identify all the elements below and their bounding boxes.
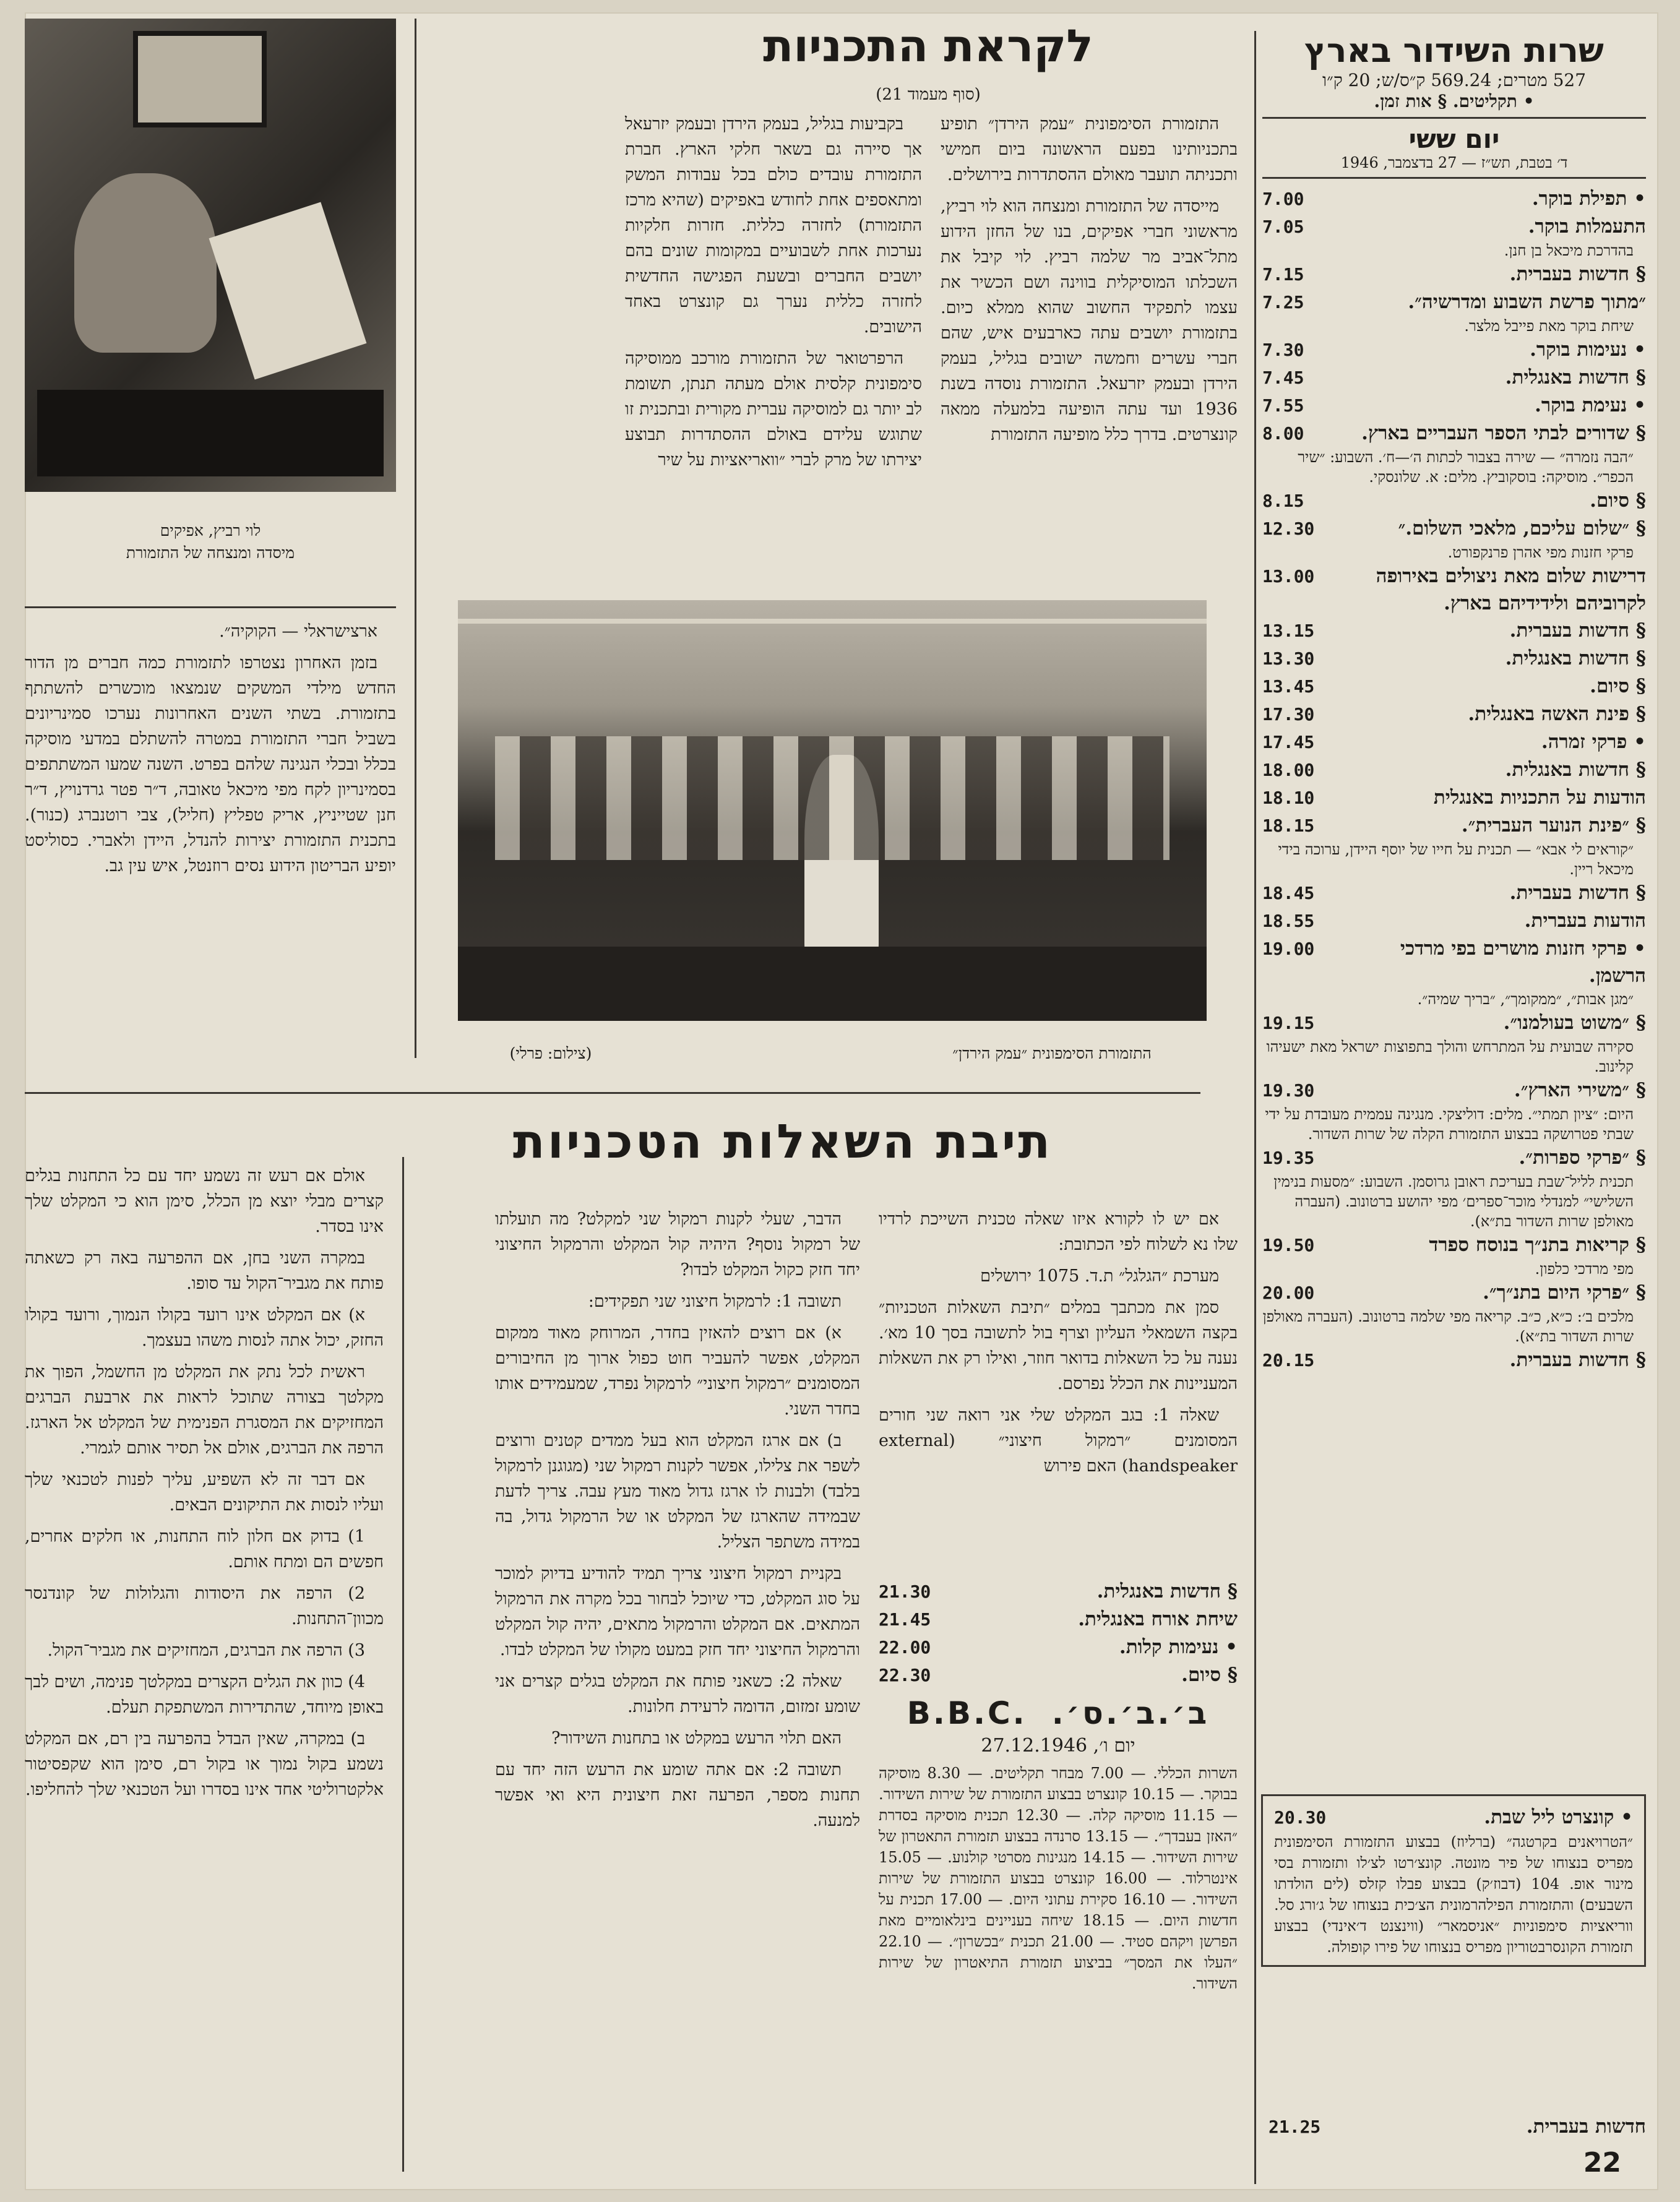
schedule-item-time: 18.10 [1262, 788, 1315, 808]
schedule-item-text: § חדשות באנגלית. [1505, 759, 1646, 781]
qa-paragraph: א) אם רוצים להאזין בחדר, המרוחק מאוד ממקום המקלט, אפשר להעביר חוט כפול ארוך מן החיבורים המסומנים ״רמקול חיצוני״ לרמקול נפרד, שמעמידים אותו בחדר השני. [495, 1323, 860, 1419]
late-schedule [879, 1578, 1238, 1689]
schedule-column [1262, 31, 1646, 1374]
portrait-sheet-music [209, 202, 367, 380]
qa-paragraph: שאלה 2: כשאני פותח את המקלט בגלים קצרים אני שומע זמזום, הדומה לרעידת חלונות. [495, 1672, 860, 1716]
late-item-time: 22.00 [879, 1637, 931, 1658]
qa-paragraph: שאלה 1: בגב המקלט שלי אני רואה שני חורים המסומנים ״רמקול חיצוני״ (external handspeaker) האם פירוש [879, 1406, 1238, 1476]
qa-paragraph: 1) בדוק אם חלון לוח התחנות, או חלקים אחרים, חפשים הם ומתח אותם. [25, 1527, 384, 1572]
schedule-item [1262, 288, 1646, 316]
article-column-3 [25, 619, 396, 885]
schedule-item [1262, 213, 1646, 241]
schedule-item-text: הודעות בעברית. [1524, 910, 1646, 932]
qa-title: תיבת השאלות הטכניות [512, 1114, 1053, 1169]
concert-body: ״הטרויאנים בקרטגה״ (ברליוז) בבצוע התזמורת הסימפונית מפריס בנצוחו של פיר מונטה. קונצ׳רטו לצ׳לו ותזמורת בסי מינור אופ. 104 (דבוז׳ק) בבצוע פבלו קזלס (לים הולדתו השבעים) והתזמורת הפילהרמונית הצ׳כית בנצוחו של ג׳ורג סל. ווריאציות סימפוניות ״אניסמאר״ (ווינצנט ד׳אינדי) בבצוע תזמורת הקונסרבטוריון מפריס בנצוחו של פירו קופולה. [1274, 1833, 1633, 1956]
schedule-item-note: בהדרכת מיכאל בן חנן. [1504, 242, 1634, 259]
qa-paragraph: 4) כוון את הגלים הקצרים במקלטך פנימה, ושים לבך באופן מיוחד, שהתדירות המשתפקת תעלם. [25, 1672, 384, 1717]
schedule-item [1262, 185, 1646, 213]
article-column-2 [625, 111, 922, 479]
late-item-text: • נעימות קלות. [1119, 1636, 1238, 1658]
divider-schedule [1254, 31, 1256, 2184]
article-paragraph: בקביעות בגליל, בעמק הירדן ובעמק יזרעאל אך סיירה גם בשאר חלקי הארץ. חברת התזמורת עובדים כולם בכל עבודות המשק ומתאספים אחת לחודש באפיקים (שהיא מרכז התזמורת) לחזרה כללית. חזרות חלקיות נערכות אחת לשבועיים במקומות שונים בהם יושבים החברים ובשעת הפגישה החדשית לחזרה כללית נערך גם קונצרט באחד הישובים. [625, 114, 922, 337]
concert-title-row [1274, 1804, 1633, 1831]
schedule-item [1262, 645, 1646, 673]
magazine-page [25, 12, 1658, 2190]
bbc-date: יום ו׳, 27.12.1946 [981, 1735, 1135, 1757]
schedule-item [1262, 728, 1646, 756]
portrait-caption-line2: מיסדה ומנצחה של התזמורת [126, 544, 295, 562]
schedule-item-note: ״קוראים לי אבא״ — תכנית על חייו של יוסף היידן, ערוכה בידי מיכאל ריין. [1278, 841, 1634, 878]
late-item [879, 1661, 1238, 1689]
qa-paragraph: 2) הרפה את היסודות והגלולות של קונדנסר מכוון־התחנות. [25, 1584, 384, 1628]
concert-time: 20.30 [1274, 1807, 1327, 1828]
schedule-item-text: § חדשות בעברית. [1509, 263, 1646, 285]
schedule-item-text: § סיום. [1590, 489, 1646, 512]
schedule-item-note: סקירה שבועית על המתרחש והולך בתפוצות ישראל מאת ישעיהו קלינוב. [1266, 1038, 1634, 1075]
schedule-item-text: § שדורים לבתי הספר העבריים בארץ. [1361, 422, 1646, 444]
orchestra-ceiling-beams [458, 619, 1207, 624]
divider-qa [402, 1157, 404, 2172]
schedule-item-text: § ״שלום עליכם, מלאכי השלום.״ [1398, 517, 1646, 540]
schedule-item [1262, 1144, 1646, 1172]
article-column-1 [941, 111, 1238, 454]
qa-column-1 [879, 1206, 1238, 1485]
schedule-item-text: התעמלות בוקר. [1528, 215, 1646, 238]
schedule-item [1262, 1279, 1646, 1307]
qa-paragraph: א) אם המקלט אינו רועד בקולו הנמוך, ורועד בקולו החזק, יכול אתה לנסות משהו בעצמך. [25, 1305, 384, 1350]
schedule-item-time: 18.15 [1262, 815, 1315, 836]
bbc-block [879, 1695, 1238, 1994]
qa-paragraph: אם יש לו לקורא איזו שאלה טכנית השייכת לרדיו שלו נא לשלוח לפי הכתובת: [879, 1210, 1238, 1254]
schedule-item-time: 7.00 [1262, 189, 1304, 209]
qa-paragraph: תשובה 1: לרמקול חיצוני שני תפקידים: [588, 1292, 842, 1311]
divider-mid [25, 1092, 1200, 1094]
schedule-item [1262, 935, 1646, 989]
schedule-item-time: 7.30 [1262, 340, 1304, 360]
day-name: יום ששי [1408, 124, 1500, 154]
schedule-item [1262, 673, 1646, 700]
late-item-text: § חדשות באנגלית. [1096, 1580, 1238, 1602]
main-subtitle: (סוף מעמוד 21) [876, 85, 981, 104]
schedule-item [1262, 562, 1646, 617]
schedule-item-note: תכנית לליל־שבת בעריכת ראובן גרוסמן. השבוע: ״מסעות בנימין השלישי״ למנדלי מוכר־ספרים׳ מפי יהושע ברטונוב. (העברה מאולפן שרות השדור בת״א). [1273, 1173, 1634, 1230]
late-item-time: 21.45 [879, 1609, 931, 1630]
concert-title: • קונצרט ליל שבת. [1484, 1806, 1633, 1828]
schedule-item [1262, 487, 1646, 515]
page-number: 22 [1583, 2147, 1621, 2178]
schedule-item [1262, 879, 1646, 907]
schedule-item [1262, 756, 1646, 784]
qa-column-3 [25, 1163, 384, 1808]
schedule-item-text: § ״פינת הנוער העברית״. [1461, 814, 1646, 837]
last-item-text: חדשות בעברית. [1526, 2115, 1646, 2138]
schedule-item-text: § סיום. [1590, 675, 1646, 697]
divider-left-top [25, 606, 396, 608]
late-item-text: § סיום. [1181, 1664, 1238, 1686]
schedule-item-text: • נעימת בוקר. [1535, 394, 1646, 416]
schedule-item-time: 20.00 [1262, 1283, 1315, 1303]
schedule-item-time: 7.25 [1262, 292, 1304, 312]
orchestra-photo [458, 600, 1207, 1021]
qa-paragraph: האם תלוי הרעש במקלט או בתחנות השידור? [551, 1729, 842, 1748]
schedule-item-note: מפי מרדכי כלפון. [1535, 1260, 1634, 1278]
schedule-item-text: § ״פרקי ספרות״. [1518, 1146, 1646, 1169]
schedule-item-text: דרישות שלום מאת ניצולים באירופה לקרוביהם ולידידיהם בארץ. [1376, 565, 1646, 614]
schedule-item-text: § קריאות בתנ״ך בנוסח ספרד [1429, 1234, 1646, 1256]
schedule-item-text: § חדשות באנגלית. [1505, 647, 1646, 669]
schedule-item [1262, 784, 1646, 812]
schedule-item [1262, 364, 1646, 392]
article-paragraph: התזמורת הסימפונית ״עמק הירדן״ תופיע בתכניותינו בפעם הראשונה ביום חמישי ותכניתה תועבר מאולם ההסתדרות בירושלים. [941, 114, 1238, 184]
late-item [879, 1606, 1238, 1633]
schedule-item-time: 19.30 [1262, 1080, 1315, 1101]
schedule-item-time: 8.15 [1262, 491, 1304, 511]
schedule-item-time: 13.45 [1262, 676, 1315, 697]
schedule-item-time: 13.00 [1262, 566, 1315, 587]
schedule-item-note: ״מגן אבות״, ״ממקומך״, ״בריך שמיה״. [1417, 991, 1634, 1008]
schedule-item-note: פרקי חזנות מפי אהרן פרנקפורט. [1447, 544, 1634, 561]
schedule-item-time: 12.30 [1262, 518, 1315, 539]
late-item [879, 1578, 1238, 1606]
schedule-item-time: 18.55 [1262, 911, 1315, 931]
schedule-item [1262, 812, 1646, 840]
article-paragraph: הרפרטואר של התזמורת מורכב ממוסיקה סימפונית קלסית אולם מעתה תנתן, תשומת לב יותר גם למוסיקה עברית מקורית ובתכנית זו שתוגש עלידם באולם ההסתדרות תבוצע יצירתו של מרק לברי ״וואריאציות על שיר [625, 349, 922, 470]
schedule-item-text: § פינת האשה באנגלית. [1468, 703, 1646, 725]
schedule-item-time: 17.30 [1262, 704, 1315, 725]
schedule-item-time: 13.30 [1262, 648, 1315, 669]
qa-paragraph: אם דבר זה לא השפיע, עליך לפנות לטכנאי שלך ועליו לנסות את התיקונים הבאים. [25, 1470, 384, 1515]
last-item [1269, 2113, 1646, 2141]
article-paragraph: מייסדה של התזמורת ומנצחה הוא לוי רביץ, מראשוני חברי אפיקים, בנו של החזן הידוע מתל־אביב מר שלמה רביץ. לוי קיבל את השכלתו המוסיקלית בווינה ושם הכשיר את עצמו לתפקיד החשוב שהוא ממלא כיום. בתזמורת יושבים עתה כארבעים איש, שהם חברי עשרים וחמשה ישובים בגליל, בעמק הירדן ובעמק יזרעאל. התזמורת נוסדה בשנת 1936 ועד עתה הופיעה בלמעלה ממאה קונצרטים. בדרך כלל מופיעה התזמורת [941, 197, 1238, 444]
orchestra-stage [458, 947, 1207, 1021]
schedule-item-time: 7.15 [1262, 264, 1304, 285]
schedule-item-note: שיחת בוקר מאת פייבל מלצר. [1464, 317, 1634, 335]
portrait-piano [37, 390, 384, 476]
conductor-portrait-photo [25, 19, 396, 492]
legend-line: • תקליטים. § אות זמן. [1374, 91, 1535, 111]
schedule-item [1262, 700, 1646, 728]
main-title: לקראת התכניות [763, 20, 1093, 72]
schedule-item-note: ״הבה נזמרה״ — שירה בצבור לכתות ה׳—ח׳. השבוע: ״שיר הכפר״. מוסיקה: בוסקוביץ. מלים: א. שלונסקי. [1298, 449, 1634, 486]
schedule-item-text: § חדשות באנגלית. [1505, 366, 1646, 389]
schedule-item-text: ״מתוך פרשת השבוע ומדרשיה״. [1408, 291, 1646, 313]
portrait-caption-line1: לוי רביץ, אפיקים [160, 522, 261, 540]
qa-paragraph: במקרה השני בחן, אם ההפרעה באה רק כשאתה פותח את מגביר־הקול עד סופו. [25, 1249, 384, 1293]
day-date: ד׳ בטבת, תש״ז — 27 בדצמבר, 1946 [1340, 154, 1568, 171]
schedule-item-text: • פרקי זמרה. [1541, 731, 1646, 753]
schedule-item-text: § ״משוט בעולמנו״. [1503, 1012, 1646, 1034]
schedule-item-time: 17.45 [1262, 732, 1315, 752]
bbc-title-hebrew: ב׳.ב׳.ס׳. [1051, 1695, 1210, 1731]
qa-paragraph: ב) במקרה, שאין הבדל בהפרעה בין רם, אם המקלט נשמע בקול נמוך או בקול רם, סימן הוא שקפסיטור אלקטרוליטי אחד אינו בסדרו ועל הטכנאי שלך להחליפו. [25, 1729, 384, 1799]
schedule-item [1262, 617, 1646, 645]
qa-paragraph: בקניית רמקול חיצוני צריך תמיד להודיע בדיוק למוכר על סוג המקלט, כדי שיוכל לבחור בכל מקרה את הרמקול המתאים. אם המקלט והרמקול מתאים, יהיה קול המקלט והרמקול החיצוני יחד חזק במעט מקולו של המקלט לבדו. [495, 1564, 860, 1659]
qa-paragraph: מערכת ״הגלגל״ ת.ד. 1075 ירושלים [980, 1267, 1219, 1286]
bbc-title-latin: B.B.C. [907, 1695, 1027, 1731]
schedule-item-time: 20.15 [1262, 1350, 1315, 1370]
qa-paragraph: ב) אם ארגז המקלט הוא בעל ממדים קטנים ורוצים לשפר את צלילו, אפשר לקנות רמקול שני (מגוגנן לרמקול בלבד) ולבנות לו ארגז גדול מאוד מעץ עבה. צריך לדעת שבמידה שהארגז של המקלט או של הרמקול גדול, בה במידה משתפר הצליל. [495, 1431, 860, 1552]
schedule-item [1262, 907, 1646, 935]
schedule-item [1262, 1077, 1646, 1104]
schedule-item-text: • תפילת בוקר. [1531, 187, 1646, 210]
qa-column-2 [495, 1206, 860, 1839]
schedule-item-time: 13.15 [1262, 621, 1315, 641]
schedule-item-text: § חדשות בעברית. [1509, 882, 1646, 904]
schedule-item-text: הודעות על התכניות באנגלית [1433, 786, 1646, 809]
concert-box [1261, 1794, 1646, 1967]
schedule-item [1262, 1346, 1646, 1374]
orchestra-musicians [495, 736, 1170, 860]
schedule-item-text: § חדשות בעברית. [1509, 619, 1646, 642]
schedule-item-text: § חדשות בעברית. [1509, 1349, 1646, 1371]
schedule-item-time: 18.45 [1262, 883, 1315, 903]
late-item-text: שיחת אורח באנגלית. [1078, 1608, 1238, 1630]
schedule-header-title: שרות השידור בארץ [1304, 31, 1604, 70]
qa-paragraph: ראשית לכל נתק את המקלט מן החשמל, הפוך את מקלטך בצורה שתוכל לראות את ארבעת הברגים המחזיקים את המסגרת הפנימית של המקלט אל הארגז. הרפה את הברגים, אולם אל תסיר אותם לגמרי. [25, 1362, 384, 1458]
schedule-item-time: 7.55 [1262, 395, 1304, 416]
portrait-caption [25, 520, 396, 564]
qa-paragraph: תשובה 2: אם אתה שומע את הרעש הזה יחד עם תחנות מספר, הפרעה זאת חיצונית היא ואי אפשר למנעה. [495, 1760, 860, 1830]
bbc-body: השרות הכללי. — 7.00 מבחר תקליטים. — 8.30 מוסיקה בבוקר. — 10.15 קונצרט בבצוע התזמורת של שירות השידור. — 11.15 מוסיקה קלה. — 12.30 תכנית מוסיקה בסדרת ״האזן בעבדך״. — 13.15 סרנדה בבצוע תזמורת התאטרון של שירות השידור. — 14.15 מנגינות מסרטי קולנוע. — 15.05 אינטרלוד. — 16.00 קונצרט בבצוע התזמורת של שירות השידור. — 16.10 סקירת עתוני היום. — 17.00 תכנית על חדשות היום. — 18.15 שיחה בעניינים בינלאומיים מאת הפרשן ויקהם סטיד. — 21.00 תכנית ״בכשרון״. — 22.10 ״העלו את המסך״ בביצוע תזמורת התיאטרון של שירות השידור. [879, 1765, 1238, 1992]
schedule-item-text: • נעימות בוקר. [1530, 338, 1646, 361]
article-paragraph: ארצישראלי — הקוקיה״. [219, 622, 377, 641]
schedule-item-time: 19.15 [1262, 1013, 1315, 1033]
qa-paragraph: סמן את מכתבך במלים ״תיבת השאלות הטכניות״ בקצה השמאלי העליון וצרף בול לתשובה בסך 10 מא׳. נענה על כל השאלות בדואר חוזר, ואילו רק את השאלות המעניינות את הכלל נפרסם. [879, 1298, 1238, 1393]
schedule-item [1262, 1009, 1646, 1037]
schedule-item [1262, 419, 1646, 447]
late-item-time: 22.30 [879, 1665, 931, 1685]
late-item-time: 21.30 [879, 1581, 931, 1602]
portrait-figure [74, 173, 217, 353]
schedule-item [1262, 515, 1646, 543]
photo-credit: (צילום: פרלי) [509, 1044, 592, 1062]
schedule-item-time: 18.00 [1262, 760, 1315, 780]
schedule-item-time: 8.00 [1262, 423, 1304, 444]
portrait-frame [133, 31, 267, 127]
article-paragraph: בזמן האחרון נצטרפו לתזמורת כמה חברים מן הדור החדש מילדי המשקים שנמצאו מוכשרים להשתתף בתזמורת. בשתי השנים האחרונות נערכו סמינריונים בשביל חברי התזמורת במטרה להשתלם במדעי מוסיקה בכלל ובכלי הנגינה שלהם בפרט. השנה שמעו המשתתפים בסמינריון לקח מפי מיכאל טאובה, ד״ר פטר גרדנויץ, ד״ר חנן שטייניץ, אריק טפליץ (חליל), צבי רוטנברג (כנור). בתכנית התזמורת יצירות להנדל, היידן ולאברי. כסוליסט יופיע הבריטון הידוע נסים רוזנטל, איש עין גב. [25, 653, 396, 875]
schedule-item-text: • פרקי חזנות מושרים בפי מרדכי הרשמן. [1400, 937, 1646, 987]
schedule-item [1262, 392, 1646, 419]
schedule-item-time: 19.00 [1262, 939, 1315, 959]
schedule-list [1262, 185, 1646, 1374]
schedule-item [1262, 260, 1646, 288]
schedule-item [1262, 1231, 1646, 1259]
frequency-line: 527 מטרים; 569.24 ק״ס/ש; 20 ק״ו [1322, 70, 1587, 90]
schedule-item-note: מלכים ב׳: כ״א, כ״ב. קריאה מפי שלמה ברטונוב. (העברה מאולפן שרות השדור בת״א). [1262, 1308, 1634, 1345]
schedule-item-note: היום: ״ציון תמתי״. מלים: דוליצקי. מנגינה עממית מעובדת על ידי שבתי פטרושקה בבצוע התזמורת הקלה של שרות השדור. [1265, 1106, 1634, 1143]
qa-paragraph: הדבר, שעלי לקנות רמקול שני למקלט? מה תועלתו של רמקול נוסף? היהיה קול המקלט והרמקול החיצוני יחד חזק כקול המקלט לבדו? [495, 1210, 860, 1279]
schedule-item-time: 19.35 [1262, 1148, 1315, 1168]
last-item-time: 21.25 [1269, 2117, 1321, 2137]
schedule-item [1262, 336, 1646, 364]
schedule-item-text: § ״פרקי היום בתנ״ך״. [1483, 1281, 1646, 1304]
schedule-item-time: 7.05 [1262, 217, 1304, 237]
qa-paragraph: אולם אם רעש זה נשמע יחד עם כל התחנות בגלים קצרים מבלי יוצא מן הכלל, סימן הוא כי המקלט שלך אינו בסדר. [25, 1166, 384, 1236]
orchestra-caption: התזמורת הסימפונית ״עמק הירדן״ [952, 1044, 1152, 1062]
schedule-item-time: 19.50 [1262, 1235, 1315, 1255]
qa-paragraph: 3) הרפה את הברגים, המחזיקים את מגביר־הקול. [47, 1641, 365, 1660]
divider-portrait [415, 19, 416, 1058]
schedule-item-time: 7.45 [1262, 368, 1304, 388]
schedule-item-text: § ״משירי הארץ״. [1514, 1079, 1646, 1101]
late-item [879, 1633, 1238, 1661]
